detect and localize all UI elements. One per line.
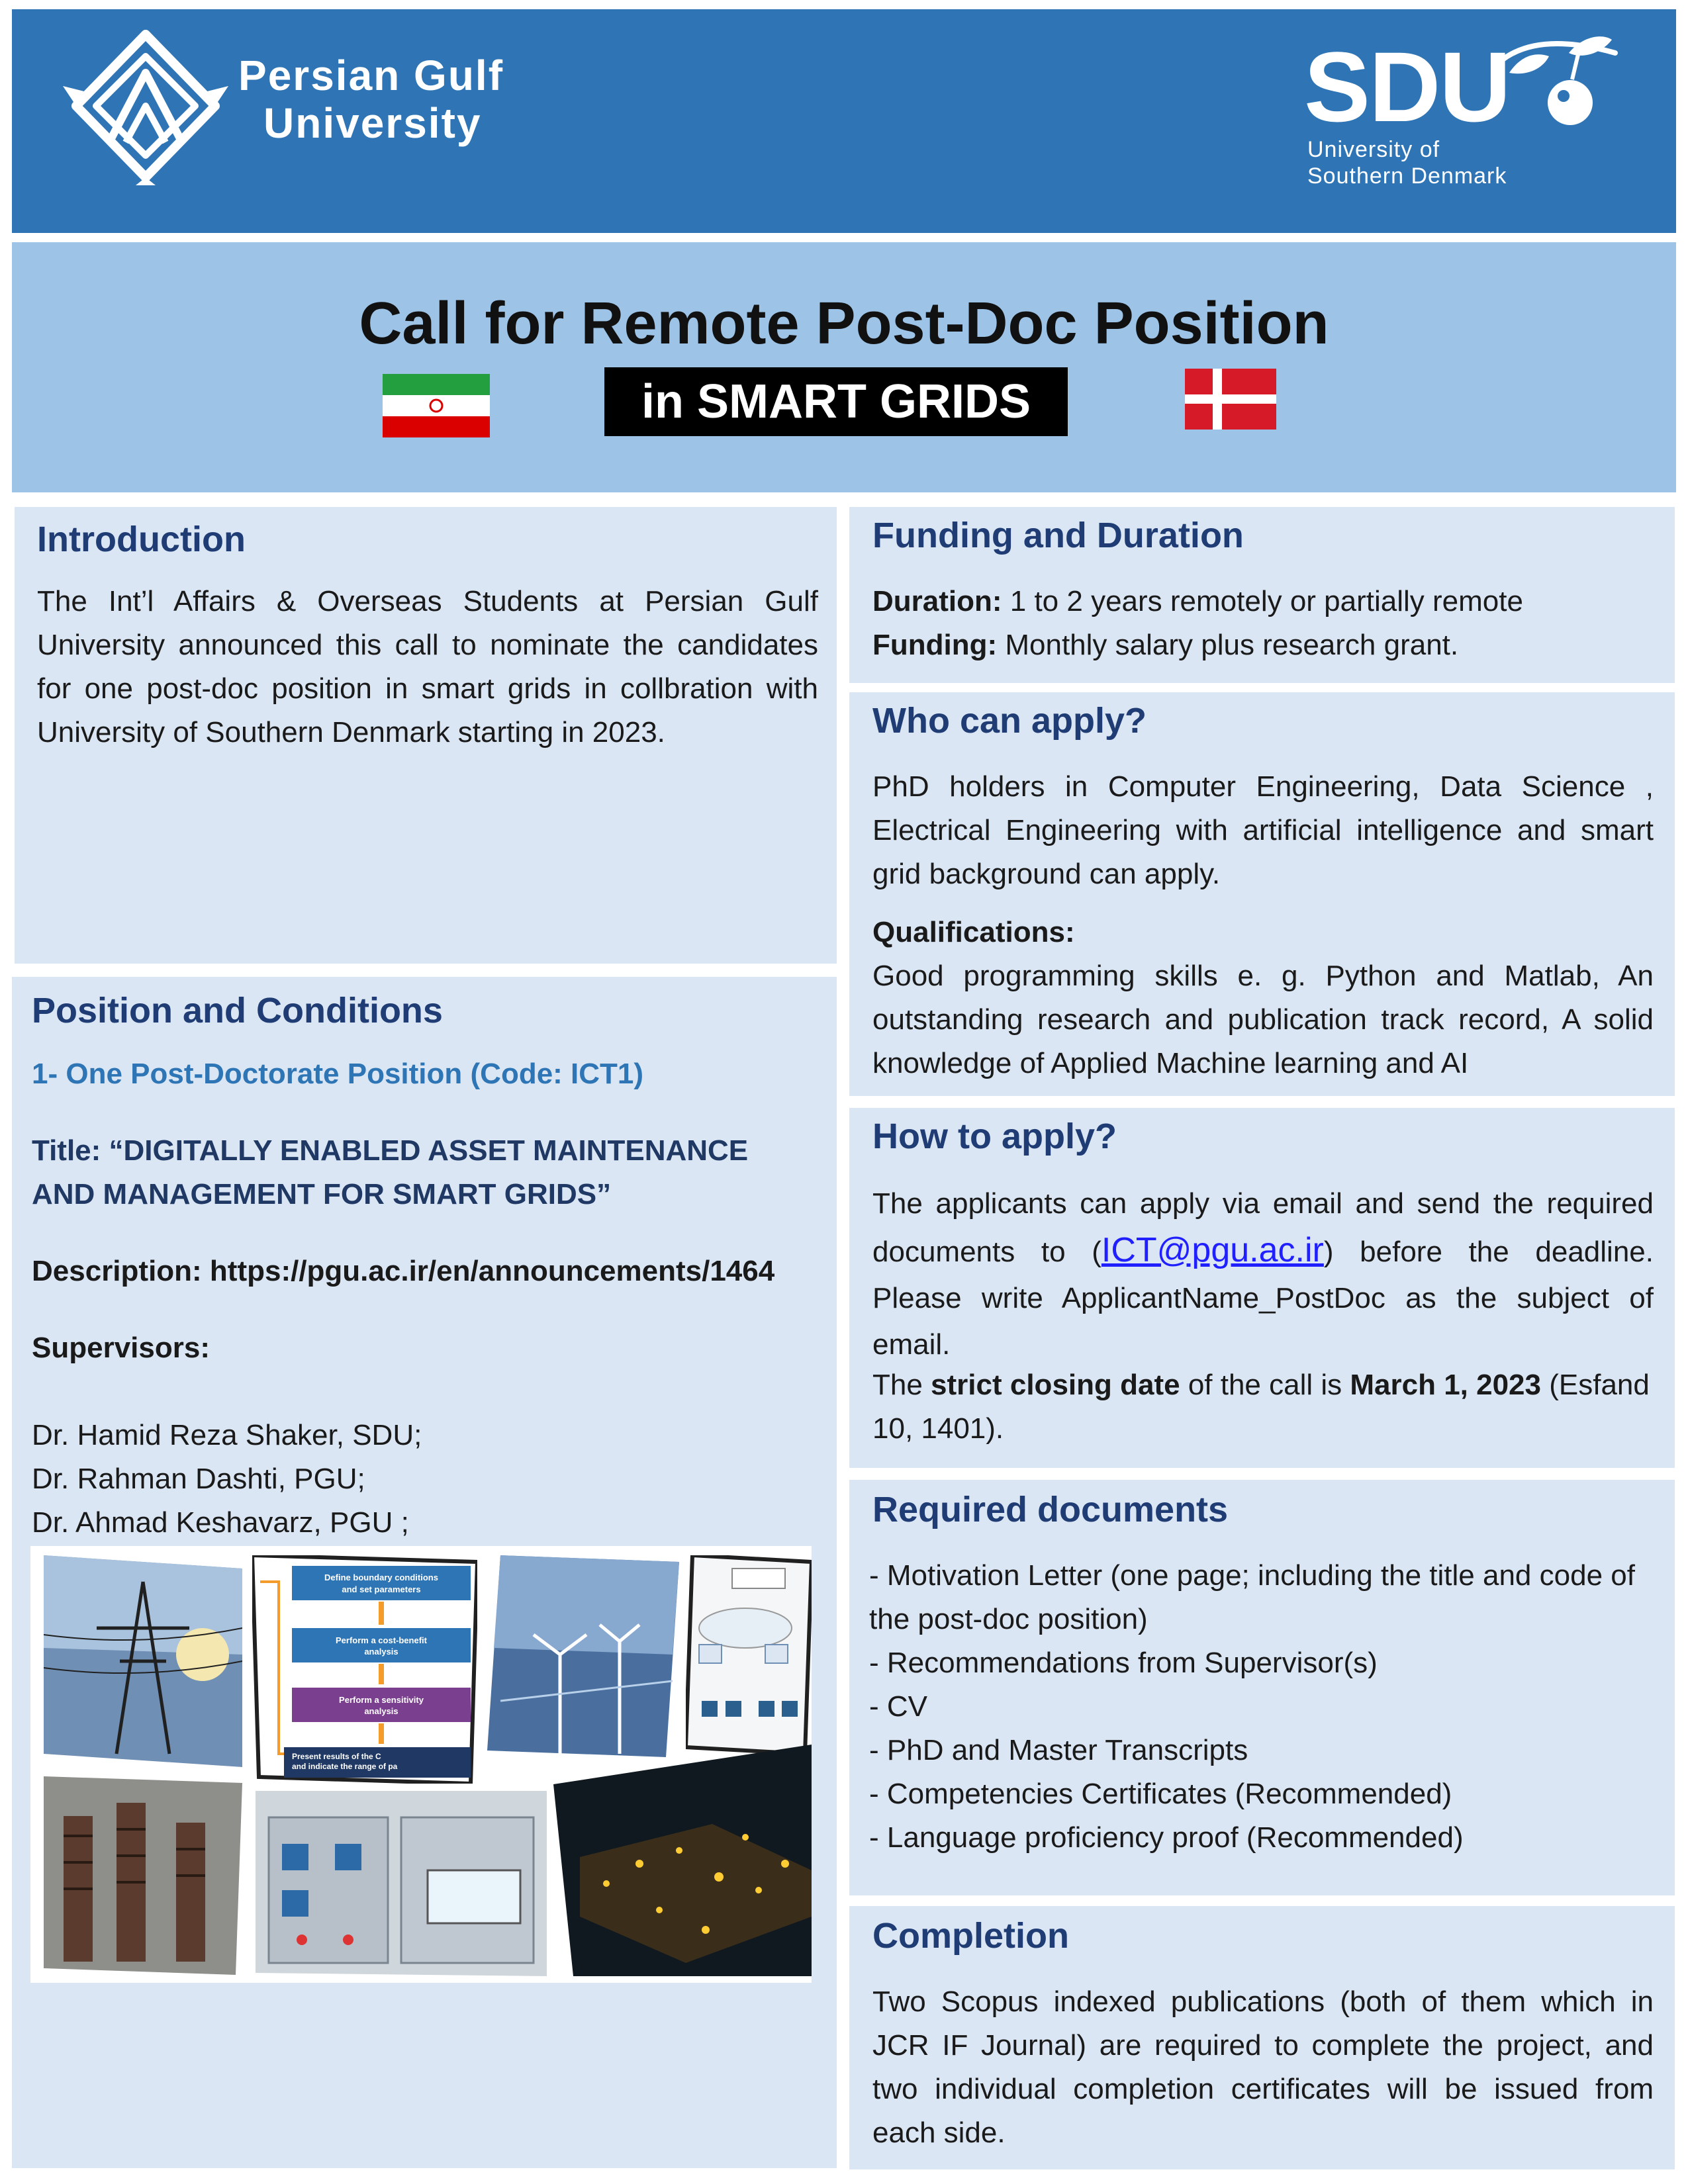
how-to-apply-panel: [849, 1108, 1675, 1468]
night-city-image: [553, 1745, 812, 1976]
how-text-b: ) before the deadline. Please write ApplicantName_PostDoc as the subject of email.: [872, 1236, 1654, 1361]
list-item: - Motivation Letter (one page; including the title and code of the post-doc position): [869, 1559, 1635, 1635]
funding-heading: Funding and Duration: [872, 516, 1244, 555]
completion-heading: Completion: [872, 1916, 1069, 1956]
power-tower-image: [44, 1555, 242, 1767]
introduction-heading: Introduction: [37, 520, 246, 559]
description-line: [32, 1250, 774, 1293]
grid-diagram-image: [686, 1555, 812, 1754]
completion-body: Two Scopus indexed publications (both of them which in JCR IF Journal) are required to complete the project, and two individual completion certificates will be issued from each side.: [872, 1985, 1654, 2149]
deadline-date: March 1, 2023: [1350, 1369, 1541, 1401]
deadline-text-e: (Esfand 10, 1401).: [872, 1369, 1650, 1445]
deadline-strict: strict closing date: [931, 1369, 1180, 1401]
pgu-name-line1: Persian Gulf: [238, 52, 504, 99]
how-paragraph-2: [872, 1363, 1654, 1451]
svg-text:analysis: analysis: [364, 1706, 399, 1716]
how-text-a: The applicants can apply via email and send the required documents to (: [872, 1187, 1654, 1268]
wind-turbine-image: [487, 1555, 679, 1757]
required-heading: Required documents: [872, 1490, 1229, 1529]
svg-text:analysis: analysis: [364, 1647, 399, 1657]
iran-flag-icon: [383, 374, 490, 437]
funding-value: Monthly salary plus research grant.: [997, 629, 1459, 661]
sdu-subtitle-line2: Southern Denmark: [1307, 163, 1507, 189]
qualifications-body: Good programming skills e. g. Python and Matlab, An outstanding research and publication track record, A solid knowledge of Applied Machine learning and AI: [872, 960, 1654, 1079]
duration-value: 1 to 2 years remotely or partially remote: [1002, 585, 1523, 617]
funding-panel: [849, 507, 1675, 683]
svg-text:Perform a cost-benefit: Perform a cost-benefit: [336, 1635, 427, 1645]
list-item: - CV: [869, 1690, 927, 1723]
supervisors-label: Supervisors:: [32, 1332, 210, 1364]
subtitle-box: in SMART GRIDS: [604, 367, 1068, 436]
how-paragraph-1: [872, 1181, 1654, 1368]
supervisors-list: [32, 1414, 422, 1545]
qualifications-label: Qualifications:: [872, 916, 1075, 948]
position-code-line: 1- One Post-Doctorate Position (Code: ICT1): [32, 1058, 644, 1090]
pgu-name: [238, 52, 504, 147]
list-item: - Recommendations from Supervisor(s): [869, 1647, 1378, 1679]
completion-panel: [849, 1906, 1675, 2169]
pgu-logo-icon: [63, 26, 228, 185]
supervisor-1: Dr. Hamid Reza Shaker, SDU;: [32, 1419, 422, 1451]
pgu-name-line2: University: [263, 99, 482, 147]
svg-text:and indicate the range of pa: and indicate the range of pa: [292, 1762, 398, 1771]
introduction-panel: [15, 507, 837, 964]
who-body: PhD holders in Computer Engineering, Data Science , Electrical Engineering with artificial intelligence and smart grid background can apply.: [872, 770, 1654, 890]
svg-text:and set parameters: and set parameters: [342, 1584, 421, 1594]
list-item: - Language proficiency proof (Recommended): [869, 1821, 1464, 1854]
duration-label: Duration:: [872, 585, 1002, 617]
smart-grid-collage: [30, 1546, 812, 1983]
who-can-apply-panel: [849, 692, 1675, 1096]
substation-image: [44, 1776, 242, 1975]
denmark-flag-icon: [1185, 369, 1276, 430]
control-panel-image: [256, 1791, 547, 1976]
who-heading: Who can apply?: [872, 701, 1147, 741]
required-documents-panel: [849, 1480, 1675, 1895]
list-item: - Competencies Certificates (Recommended): [869, 1778, 1452, 1810]
description-url[interactable]: https://pgu.ac.ir/en/announcements/1464: [209, 1255, 775, 1287]
deadline-text-c: of the call is: [1180, 1369, 1350, 1401]
supervisor-2: Dr. Rahman Dashti, PGU;: [32, 1463, 365, 1495]
description-label: Description:: [32, 1255, 210, 1287]
email-link[interactable]: ICT@pgu.ac.ir: [1101, 1231, 1324, 1269]
duration-line: [872, 580, 1654, 623]
funding-label: Funding:: [872, 629, 998, 661]
position-title: Title: “DIGITALLY ENABLED ASSET MAINTENANCE AND MANAGEMENT FOR SMART GRIDS”: [32, 1134, 749, 1210]
svg-text:Present results of the C: Present results of the C: [292, 1752, 381, 1761]
sdu-apple-icon: [1489, 33, 1622, 132]
supervisor-3: Dr. Ahmad Keshavarz, PGU ;: [32, 1506, 409, 1539]
deadline-text-a: The: [872, 1369, 931, 1401]
sdu-subtitle: [1307, 136, 1507, 189]
introduction-body: The Int’l Affairs & Overseas Students at Persian Gulf University announced this call to nominate the candidates for one post-doc position in smart grids in collbration with University of Southern Denmark starting in 2023.: [37, 585, 818, 749]
how-heading: How to apply?: [872, 1116, 1117, 1156]
funding-line: [872, 623, 1654, 667]
sdu-subtitle-line1: University of: [1307, 137, 1440, 162]
position-heading: Position and Conditions: [32, 991, 443, 1030]
svg-text:Perform a sensitivity: Perform a sensitivity: [339, 1695, 424, 1705]
sdu-logo-text: SDU: [1304, 31, 1510, 142]
list-item: - PhD and Master Transcripts: [869, 1734, 1248, 1766]
svg-text:Define boundary conditions: Define boundary conditions: [324, 1572, 438, 1582]
flowchart-image: [252, 1555, 477, 1784]
page-title: Call for Remote Post-Doc Position: [359, 291, 1329, 357]
required-list: [869, 1554, 1657, 1860]
